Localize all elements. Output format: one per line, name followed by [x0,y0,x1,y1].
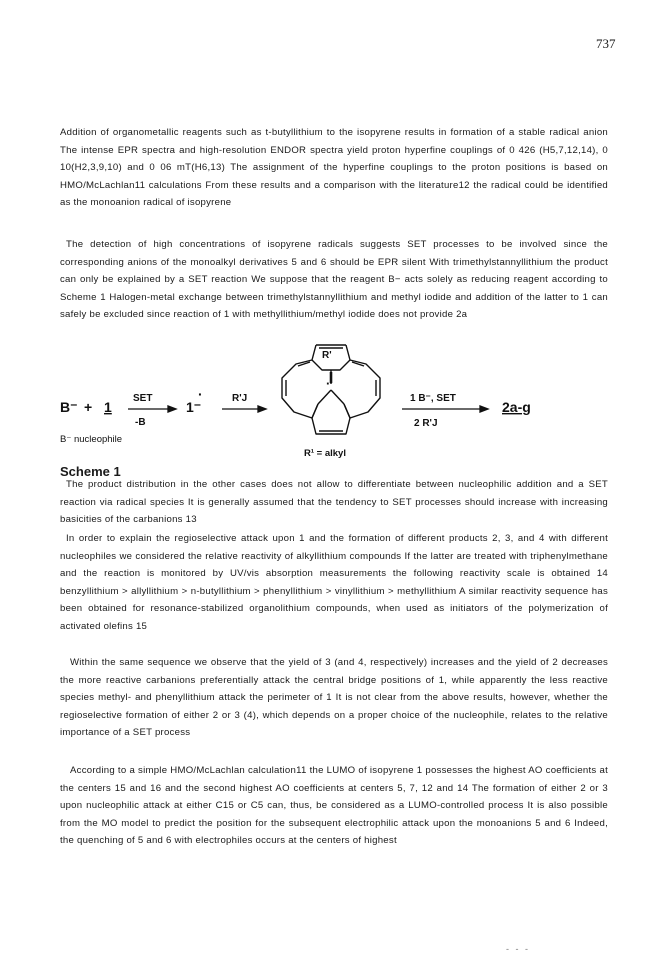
paragraph-2-text: The detection of high concentrations of isopyrene radicals suggests SET processes to be involved since the corresponding anions of the monoalkyl derivatives 5 and 6 should be EPR silent With trimethylstannyllithium the product can only be explained by a SET reaction We suppose that the reagent B− acts solely as reducing reagent according to Scheme 1 Halogen-metal exchange between trimethylstannyllithium and methyl iodide and addition of the latter to 1 can safely be excluded since reaction of 1 with methyllithium/methyl iodide does not provide 2a [60,239,608,321]
step1-bottom-label: -B [135,417,146,428]
substituent-label: R' [322,350,332,361]
paragraph-3-text: The product distribution in the other cases does not allow to differentiate between nucleophilic addition and a SET reaction via radical species It is generally assumed that the tendency to SET processes should increase with increasing basicities of the carbanions 13 [60,479,608,526]
page-number: 737 [596,36,616,51]
product-label: 2a-g [502,399,531,415]
scheme-title: Scheme 1 [60,464,121,479]
paragraph-5 [60,654,608,742]
paragraph-5-text: Within the same sequence we observe that the yield of 3 (and 4, respectively) increases and the yield of 2 decreases the more reactive carbanions preferentially attack the central bridge positions of 1, while apparently the less reactive species methyl- and phenyllithium attack the perimeter of 1 It is not clear from the above results, however, whether the regioselective formation of either 2 or 3 (4), which depends on a proper choice of the nucleophile, relates to the relative importance of a SET process [60,657,608,739]
paragraph-1 [60,124,608,212]
paragraph-6-text: According to a simple HMO/McLachlan calculation11 the LUMO of isopyrene 1 possesses the highest AO coefficients at the centers 15 and 16 and the second highest AO coefficients at centers 5, 7, 12 and 14 The formation of either 2 or 3 upon nucleophilic attack at either C15 or C5 can, thus, be considered as a LUMO-controlled process It is also possible from the MO model to predict the position for the subsequent electrophilic attack upon the monoanions 5 and 6 Indeed, the quenching of 5 and 6 with electrophiles occurs at the centers of highest [60,765,608,847]
arrow-2-head [258,406,266,412]
legend-r: R¹ = alkyl [304,448,346,459]
paragraph-3 [60,476,608,529]
plus-sign: + [84,399,93,415]
reactant-anion-label: B⁻ [60,399,78,415]
paragraph-4-text: In order to explain the regioselective attack upon 1 and the formation of different products 2, 3, and 4 with different nucleophiles we considered the relative reactivity of alkyllithium compounds If the latter are treated with triphenylmethane and the reaction is monitored by UV/vis absorption measurements the following reactivity scale is obtained 14 benzyllithium > allyllithium > n-butyllithium > phenyllithium > vinyllithium > methyllithium A similar reactivity sequence has been obtained for resonance-stabilized organolithium compounds, when used as initiators of the polymerization of activated olefins 15 [60,533,608,632]
center-radical-dot: · [326,376,331,391]
legend-b: B⁻ nucleophile [60,434,123,445]
compound-1-label: 1 [104,399,112,415]
paragraph-6 [60,762,608,850]
arrow-3-head [480,406,488,412]
paragraph-1-text: Addition of organometallic reagents such as t-butyllithium to the isopyrene results in formation of a stable radical anion The intense EPR spectra and high-resolution ENDOR spectra yield proton hyperfine couplings of 0 426 (H5,7,12,14), 0 10(H2,3,9,10) and 0 06 mT(H6,13) The assignment of the hyperfine couplings to the proton positions is based on HMO/McLachlan11 calculations From these results and a comparison with the literature12 the radical could be identified as the monoanion radical of isopyrene [60,127,608,209]
step3-bottom-label: 2 R'J [414,418,438,429]
paragraph-2 [60,236,608,324]
step1-top-label: SET [133,393,153,404]
step3-top-label: 1 B⁻, SET [410,393,456,404]
footer-mark: - - - [506,944,530,954]
isopyrene-structure [282,345,380,434]
arrow-1-head [168,406,176,412]
radical-dot: · [198,386,203,402]
intermediate-label: 1⁻ [186,399,202,415]
step2-top-label: R'J [232,393,248,404]
paragraph-4 [60,530,608,636]
